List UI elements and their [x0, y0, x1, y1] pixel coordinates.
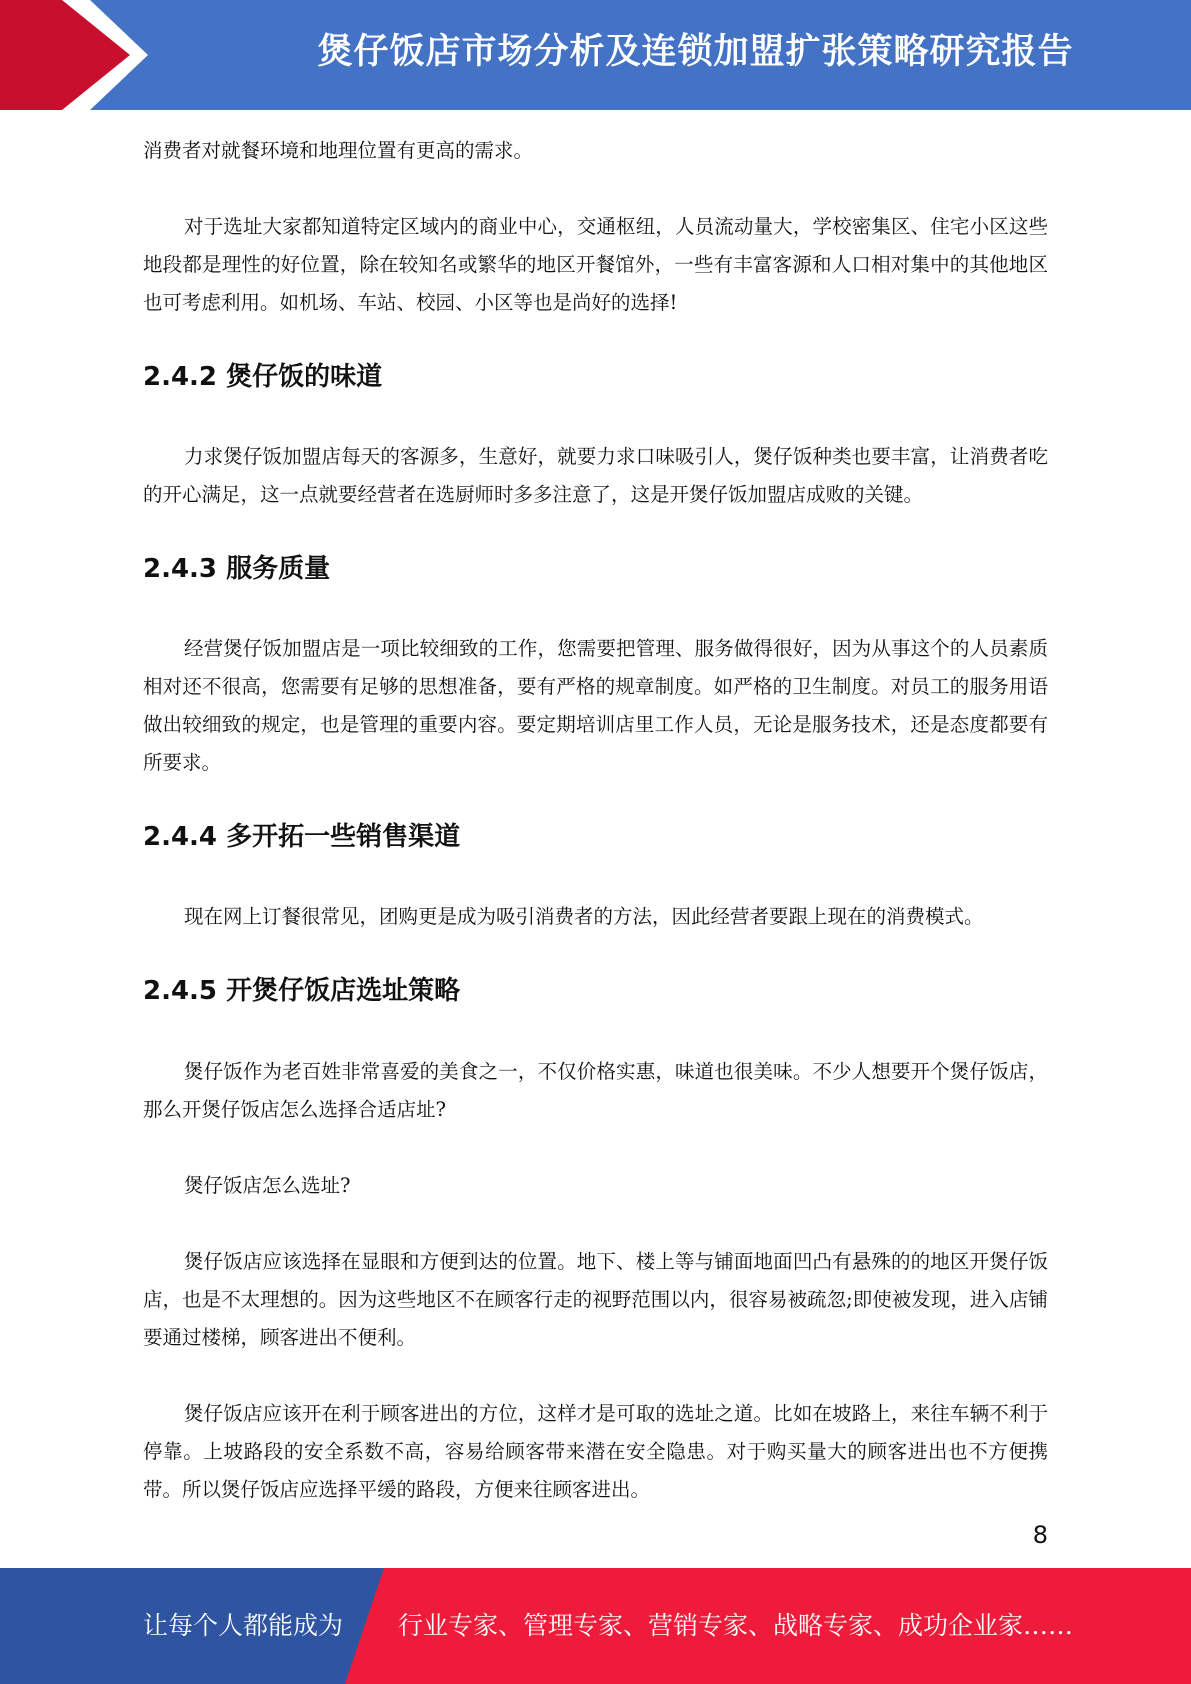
paragraph: 消费者对就餐环境和地理位置有更高的需求。 [143, 139, 534, 162]
report-title: 煲仔饭店市场分析及连锁加盟扩张策略研究报告 [317, 32, 1074, 72]
paragraph: 对于选址大家都知道特定区域内的商业中心，交通枢纽，人员流动量大，学校密集区、住宅小区这些地段都是理性的好位置，除在较知名或繁华的地区开餐馆外，一些有丰富客源和人口相对集中的其他地区也可考虑利用。如机场、车站、校园、小区等也是尚好的选择! [143, 215, 1048, 314]
footer-slogan-right: 行业专家、管理专家、营销专家、战略专家、成功企业家…… [398, 1611, 1074, 1640]
red-chevron-shape [0, 0, 148, 110]
section-heading-2-4-3: 2.4.3 服务质量 [143, 554, 331, 584]
section-heading-2-4-5: 2.4.5 开煲仔饭店选址策略 [143, 976, 461, 1006]
page-footer [0, 1568, 1191, 1684]
section-heading-2-4-4: 2.4.4 多开拓一些销售渠道 [143, 822, 461, 852]
paragraph: 煲仔饭店怎么选址? [184, 1174, 351, 1197]
paragraph: 现在网上订餐很常见，团购更是成为吸引消费者的方法，因此经营者要跟上现在的消费模式。 [184, 905, 984, 928]
paragraph: 力求煲仔饭加盟店每天的客源多，生意好，就要力求口味吸引人，煲仔饭种类也要丰富，让消费者吃的开心满足，这一点就要经营者在选厨师时多多注意了，这是开煲仔饭加盟店成败的关键。 [143, 445, 1048, 506]
paragraph: 煲仔饭店应该开在利于顾客进出的方位，这样才是可取的选址之道。比如在坡路上，来往车辆不利于停靠。上坡路段的安全系数不高，容易给顾客带来潜在安全隐患。对于购买量大的顾客进出也不方便携带。所以煲仔饭店应选择平缓的路段，方便来往顾客进出。 [143, 1402, 1048, 1501]
page-header [0, 0, 1191, 110]
paragraph: 煲仔饭店应该选择在显眼和方便到达的位置。地下、楼上等与铺面地面凹凸有悬殊的的地区开煲仔饭店，也是不太理想的。因为这些地区不在顾客行走的视野范围以内，很容易被疏忽;即使被发现，进入店铺要通过楼梯，顾客进出不便利。 [143, 1250, 1048, 1349]
paragraph: 煲仔饭作为老百姓非常喜爱的美食之一，不仅价格实惠，味道也很美味。不少人想要开个煲仔饭店，那么开煲仔饭店怎么选择合适店址? [143, 1060, 1048, 1121]
section-heading-2-4-2: 2.4.2 煲仔饭的味道 [143, 362, 383, 392]
paragraph: 经营煲仔饭加盟店是一项比较细致的工作，您需要把管理、服务做得很好，因为从事这个的人员素质相对还不很高，您需要有足够的思想准备，要有严格的规章制度。如严格的卫生制度。对员工的服务用语做出较细致的规定，也是管理的重要内容。要定期培训店里工作人员，无论是服务技术，还是态度都要有所要求。 [143, 637, 1048, 774]
footer-slogan-left: 让每个人都能成为 [143, 1611, 344, 1640]
page-number: 8 [1032, 1521, 1048, 1549]
